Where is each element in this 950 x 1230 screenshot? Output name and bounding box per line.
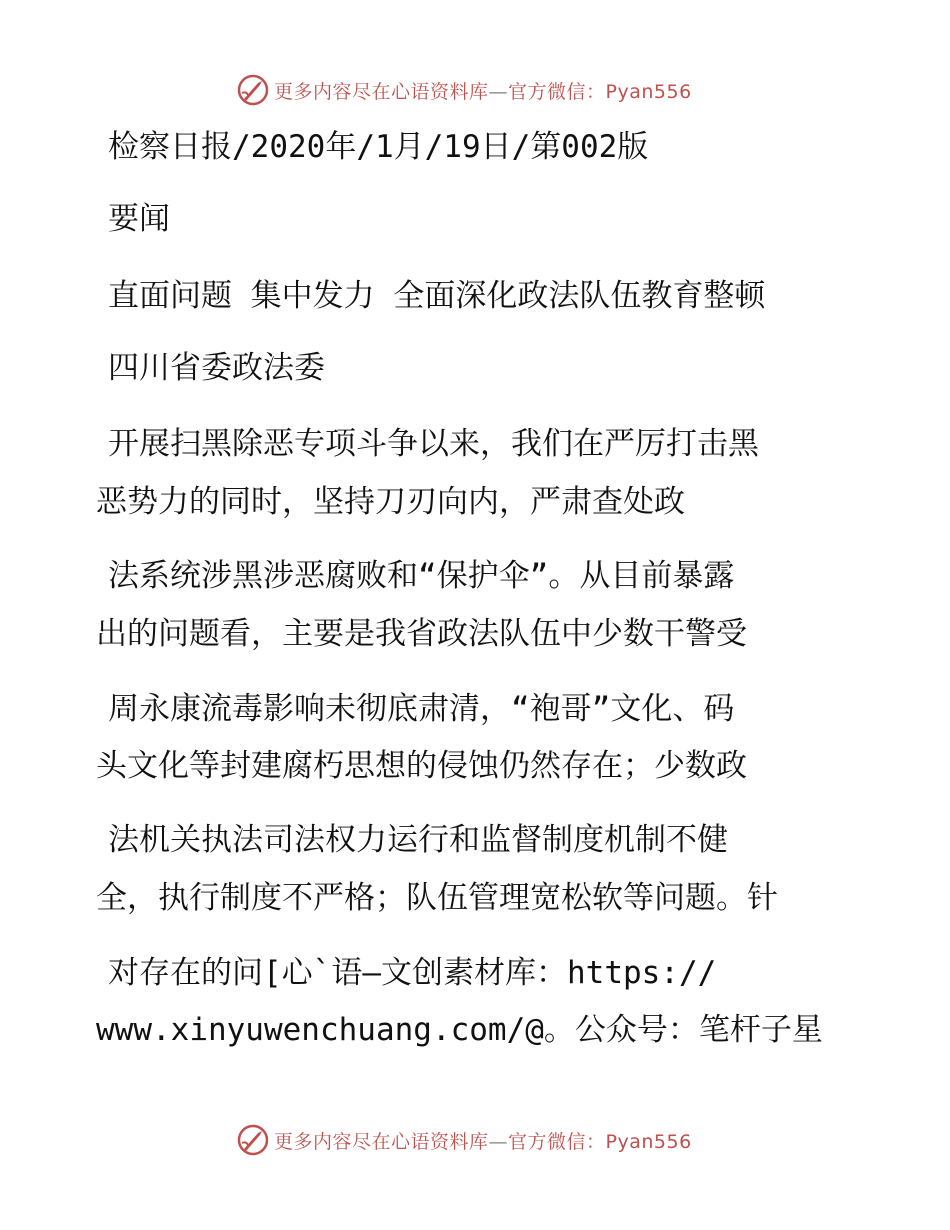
quill-logo-icon	[236, 73, 270, 107]
banner-official-label: 官方微信：	[508, 1130, 606, 1153]
body-line: 对存在的问[心`语—文创素材库：https://	[108, 955, 717, 991]
body-line: 出的问题看，主要是我省政法队伍中少数干警受	[96, 616, 747, 652]
banner-account: Pyan556	[605, 80, 692, 103]
banner-text: 更多内容尽在心语资料库	[274, 80, 489, 103]
watermark-banner-bottom	[236, 1122, 692, 1158]
body-line: 恶势力的同时，坚持刀刃向内，严肃查处政	[96, 484, 685, 520]
quill-logo-icon	[236, 1123, 270, 1157]
banner-official-label: 官方微信：	[508, 80, 606, 103]
banner-dash: —	[488, 80, 509, 103]
body-line: 法机关执法司法权力运行和监督制度机制不健	[108, 822, 728, 858]
body-line: 头文化等封建腐朽思想的侵蚀仍然存在；少数政	[96, 748, 747, 784]
banner-dash: —	[488, 1130, 509, 1153]
banner-account: Pyan556	[605, 1130, 692, 1153]
headline: 直面问题 集中发力 全面深化政法队伍教育整顿	[108, 278, 766, 314]
source-line: 检察日报/2020年/1月/19日/第002版	[108, 129, 649, 165]
body-line: 法系统涉黑涉恶腐败和“保护伞”。从目前暴露	[108, 558, 735, 594]
body-line: www.xinyuwenchuang.com/@。公众号：笔杆子星	[96, 1012, 823, 1048]
author-line: 四川省委政法委	[108, 350, 325, 386]
body-line: 周永康流毒影响未彻底肃清，“袍哥”文化、码	[108, 691, 735, 727]
watermark-banner-top	[236, 72, 692, 108]
section-label: 要闻	[108, 201, 170, 237]
body-line: 开展扫黑除恶专项斗争以来，我们在严厉打击黑	[108, 426, 759, 462]
body-line: 全，执行制度不严格；队伍管理宽松软等问题。针	[96, 880, 778, 916]
banner-text: 更多内容尽在心语资料库	[274, 1130, 489, 1153]
